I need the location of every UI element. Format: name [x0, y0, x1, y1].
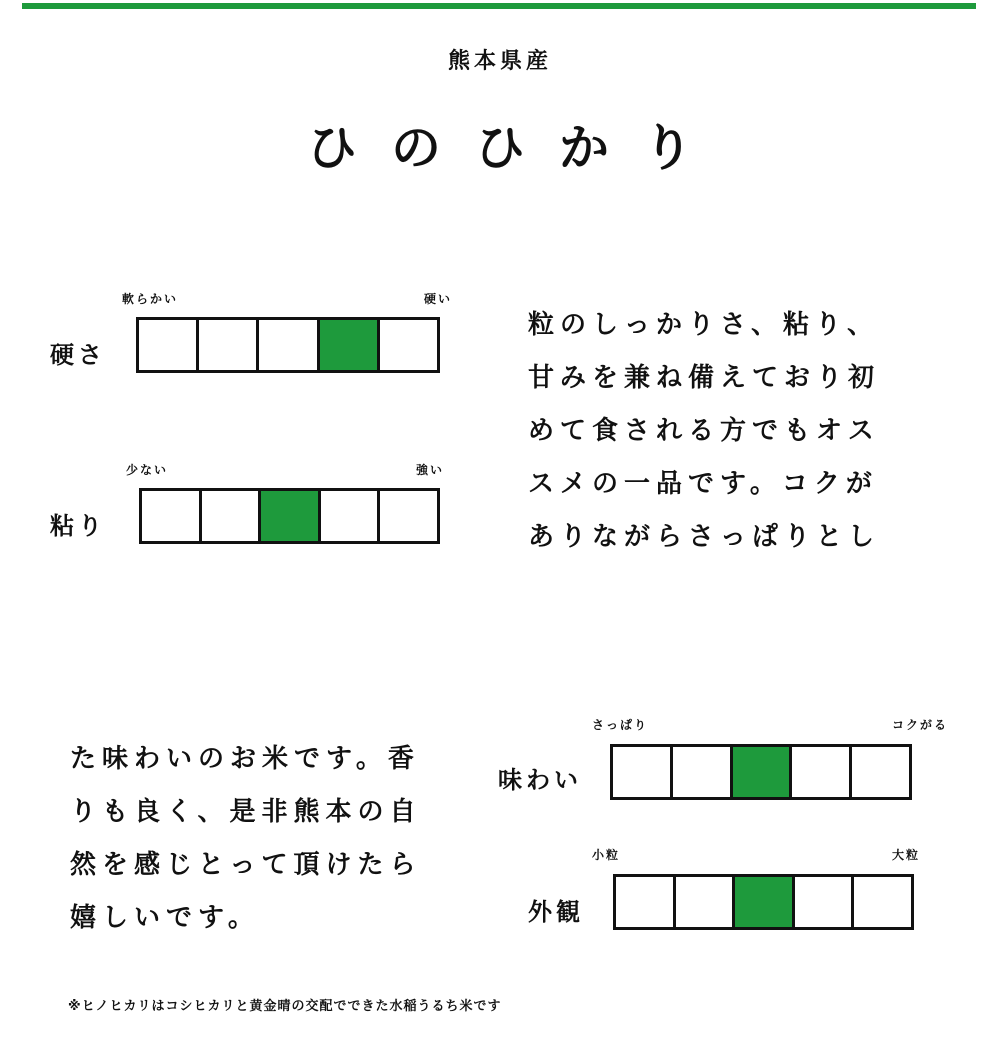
- stickiness-low-label: 少ない: [126, 463, 169, 477]
- hardness-scale: [136, 317, 440, 373]
- taste-scale: [610, 744, 912, 800]
- rating-box: [613, 747, 673, 797]
- rating-box: [673, 747, 733, 797]
- description-line: 甘みを兼ね備えており初: [528, 363, 881, 393]
- rating-box-selected: [320, 320, 380, 370]
- appearance-low-label: 小粒: [592, 848, 621, 862]
- description-line: ありながらさっぱりとし: [528, 522, 881, 552]
- rating-box: [380, 491, 437, 541]
- stickiness-scale: [139, 488, 440, 544]
- description-line: スメの一品です。コクが: [528, 469, 878, 499]
- rating-box: [795, 877, 855, 927]
- appearance-scale: [613, 874, 914, 930]
- taste-low-label: さっぱり: [592, 718, 649, 732]
- rating-box-selected: [735, 877, 795, 927]
- description-line: めて食される方でもオス: [528, 416, 880, 446]
- product-title: ひのひかり: [307, 119, 727, 177]
- description-line: 嬉しいです。: [70, 903, 260, 933]
- rating-box: [259, 320, 319, 370]
- appearance-high-label: 大粒: [892, 848, 921, 862]
- hardness-label: 硬さ: [50, 341, 106, 369]
- description-line: 粒のしっかりさ、粘り、: [528, 310, 879, 340]
- rating-box-selected: [733, 747, 793, 797]
- description-line: た味わいのお米です。香: [70, 744, 420, 774]
- rating-box-selected: [261, 491, 321, 541]
- top-accent-bar: [22, 3, 976, 9]
- rating-box: [202, 491, 262, 541]
- description-line: りも良く、是非熊本の自: [70, 797, 422, 827]
- rating-box: [142, 491, 202, 541]
- rating-box: [321, 491, 381, 541]
- rating-box: [616, 877, 676, 927]
- footnote: ※ヒノヒカリはコシヒカリと黄金晴の交配でできた水稲うるち米です: [68, 999, 502, 1014]
- rating-box: [852, 747, 909, 797]
- hardness-low-label: 軟らかい: [122, 292, 179, 306]
- taste-label: 味わい: [498, 766, 582, 794]
- description-part1: [528, 299, 880, 564]
- origin-label: 熊本県産: [447, 49, 552, 74]
- description-part2: [70, 733, 421, 945]
- appearance-label: 外観: [528, 898, 584, 926]
- rating-box: [139, 320, 199, 370]
- stickiness-label: 粘り: [50, 512, 106, 540]
- hardness-high-label: 硬い: [424, 292, 453, 306]
- rating-box: [792, 747, 852, 797]
- rating-box: [676, 877, 736, 927]
- rating-box: [854, 877, 911, 927]
- taste-high-label: コクがる: [892, 718, 949, 732]
- rating-box: [199, 320, 259, 370]
- rating-box: [380, 320, 437, 370]
- stickiness-high-label: 強い: [416, 463, 445, 477]
- description-line: 然を感じとって頂けたら: [70, 850, 422, 880]
